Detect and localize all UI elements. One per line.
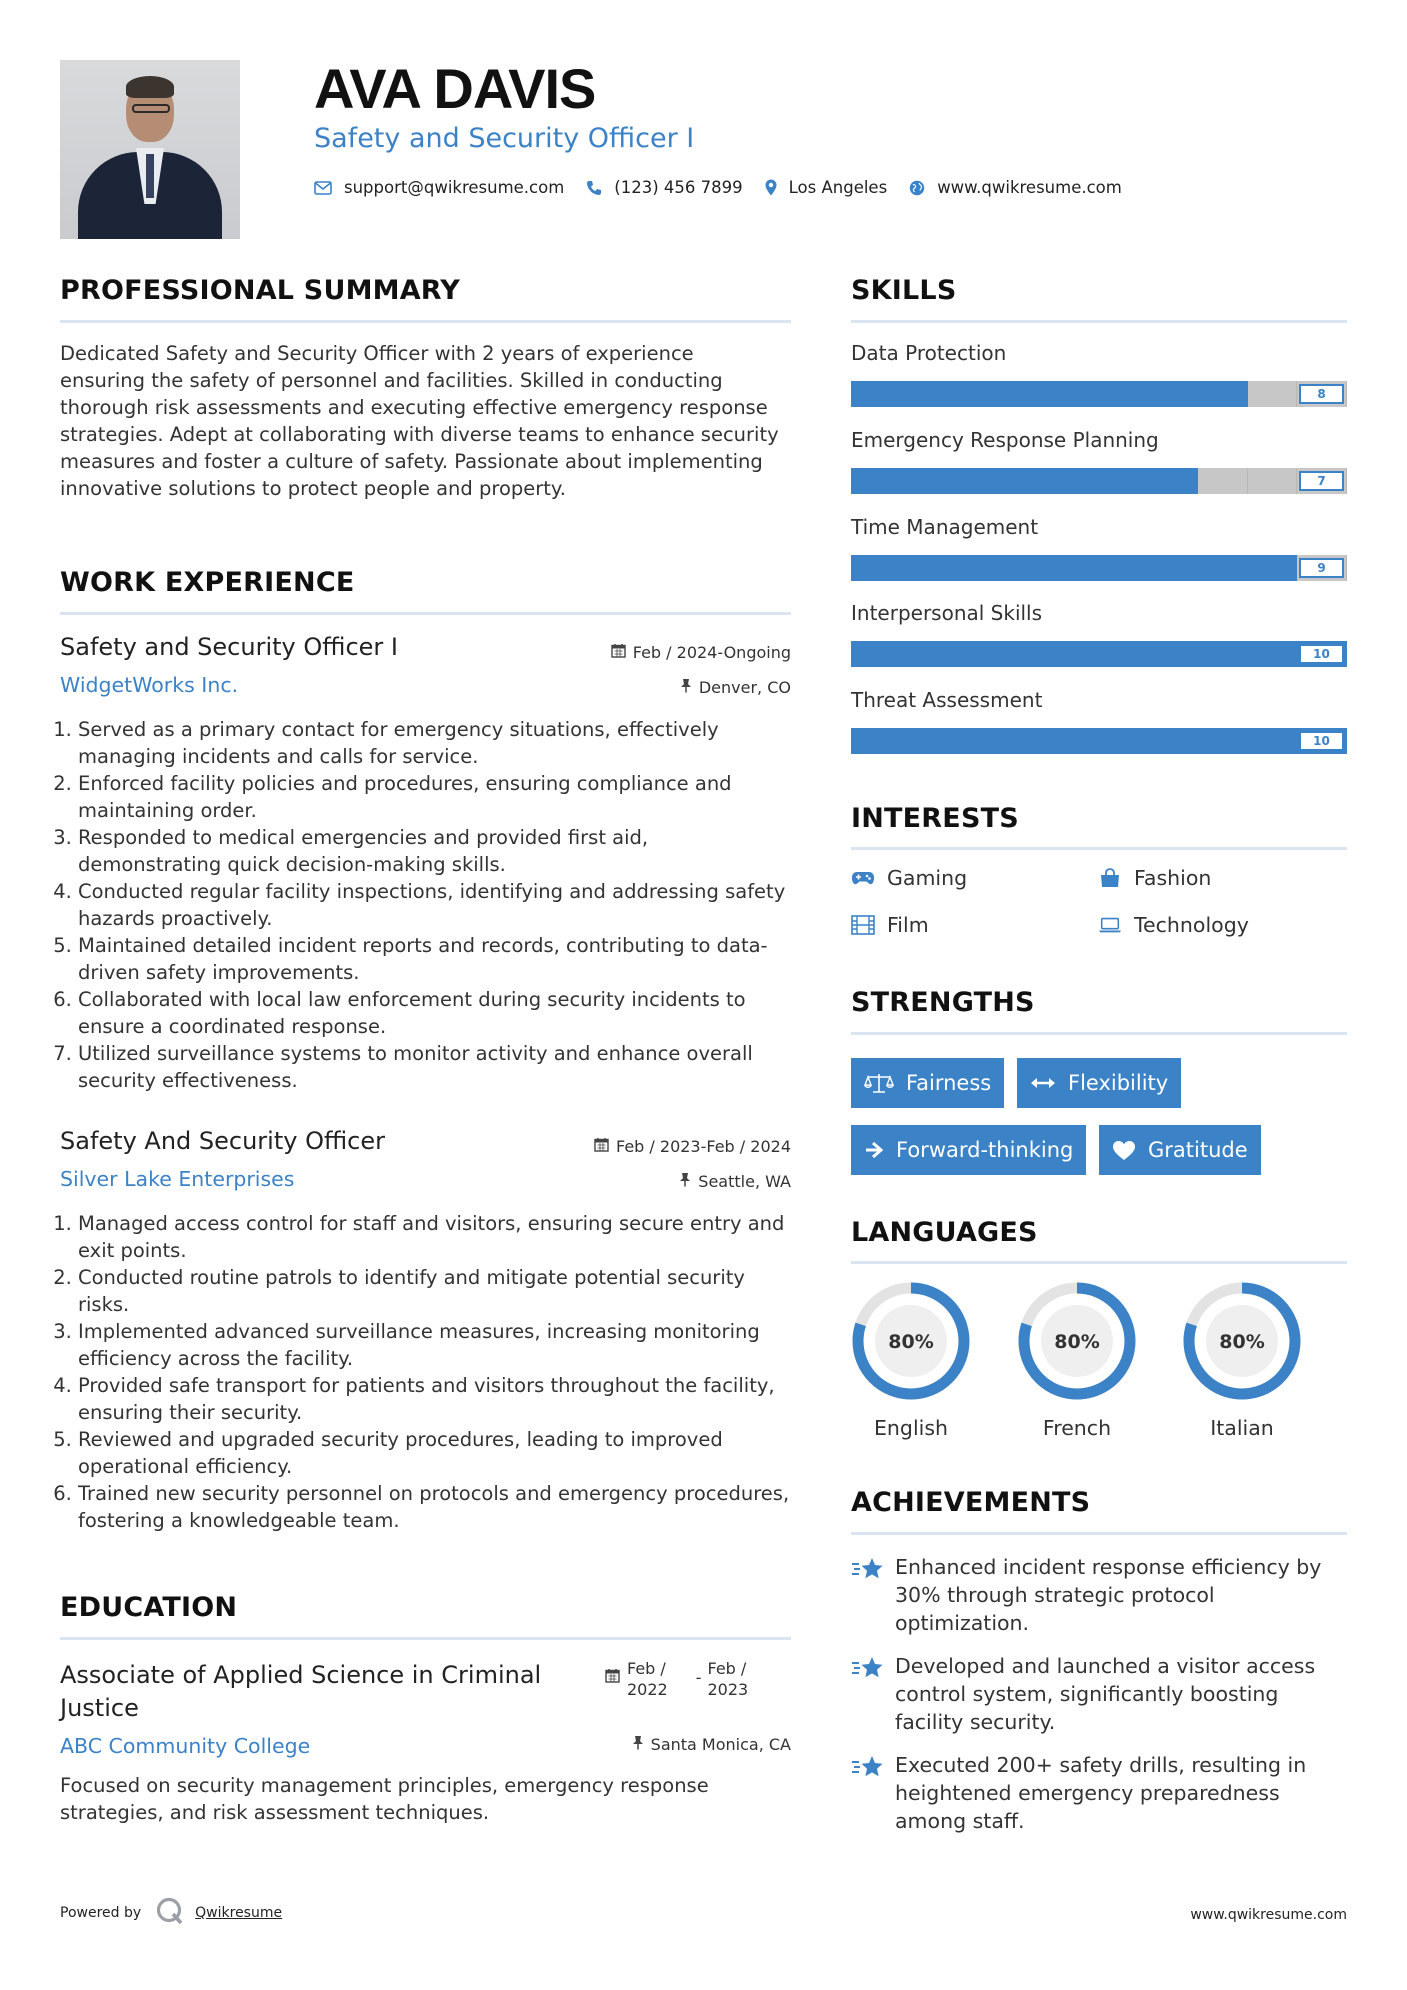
skill-bar-segment [950,555,1000,581]
skill-bar-segment [950,641,1000,667]
education-location [632,1735,791,1754]
skill-bar-segment [1149,468,1199,494]
degree-title: Associate of Applied Science in Criminal Justice [60,1661,542,1722]
language-percent: 80% [888,1331,934,1353]
contact-row [314,178,1144,197]
pushpin-icon [679,1172,691,1191]
skill-bar-segment [851,468,901,494]
job-company: Silver Lake Enterprises [60,1167,295,1191]
languages-divider [851,1261,1347,1264]
school-name: ABC Community College [60,1734,311,1758]
skill-bar-segment [1099,728,1149,754]
achievement-text: Developed and launched a visitor access control system, significantly boosting facility security. [895,1654,1316,1734]
education-end-month: Feb / [707,1659,747,1678]
strength-label: Forward-thinking [896,1138,1074,1162]
skill-score: 9 [1299,558,1344,578]
education-description: Focused on security management principles, emergency response strategies, and risk assessment techniques. [60,1774,709,1824]
job-dates-text: Feb / 2023-Feb / 2024 [616,1137,791,1156]
education-end-date [708,1658,749,1700]
summary-heading: PROFESSIONAL SUMMARY [60,275,461,306]
summary-text: Dedicated Safety and Security Officer with 2 years of experience ensuring the safety of personnel and facilities. Skilled in conducting thorough risk assessments and executing effective emergency response strategies. Adept at collaborating with diverse teams to enhance security measures and foster a culture of safety. Passionate about implementing innovative solutions to protect people and property. [60,342,779,500]
contact-location: Los Angeles [788,178,888,197]
education-end-year: 2023 [707,1680,749,1699]
skill-bar-segment [1198,641,1248,667]
arrows-horizontal-icon [1030,1076,1056,1090]
strength-chip-gratitude [1099,1125,1261,1175]
skill-bar-segment [950,381,1000,407]
list-item: 5. Reviewed and upgraded security procedures, leading to improved operational efficiency. [78,1426,795,1480]
brand-link[interactable]: Qwikresume [195,1905,283,1921]
skill-bar-segment [1198,728,1248,754]
job-dates [611,643,791,662]
skill-bar-segment [1000,468,1050,494]
strength-label: Fairness [906,1071,992,1095]
shooting-star-icon [851,1652,895,1736]
globe-icon [909,180,925,196]
job-location [679,1172,791,1191]
interest-fashion [1098,866,1211,890]
shooting-star-icon [851,1751,895,1835]
skill-bar-segment [1149,728,1199,754]
skill-bar-segment [1149,555,1199,581]
skill-bar-segment [901,728,951,754]
education-location-text: Santa Monica, CA [650,1735,791,1754]
skill-bar-segment [1000,728,1050,754]
pushpin-icon [680,678,692,697]
skill-bar [851,381,1347,407]
skill-bar-segment [1149,641,1199,667]
profile-photo [60,60,240,239]
language-name: Italian [1210,1416,1274,1440]
skills-divider [851,320,1347,323]
skill-bar-segment [851,555,901,581]
skill-name: Interpersonal Skills [851,601,1043,625]
strength-label: Flexibility [1068,1071,1169,1095]
contact-phone[interactable]: (123) 456 7899 [614,178,743,197]
skill-bar-segment [851,728,901,754]
education-heading: EDUCATION [60,1592,238,1623]
language-french [1016,1280,1138,1440]
achievements-divider [851,1532,1347,1535]
footer-url[interactable]: www.qwikresume.com [1190,1907,1347,1923]
education-date-separator: - [695,1668,702,1687]
job-responsibilities [60,716,795,1094]
skill-bar-segment [901,641,951,667]
candidate-name: AVA DAVIS [314,57,596,120]
list-item: 5. Maintained detailed incident reports and records, contributing to data-driven safety improvements. [78,932,795,986]
skill-bar-segment [1099,381,1149,407]
education-start-date [627,1658,668,1700]
skill-bar-segment [1049,555,1099,581]
strengths-heading: STRENGTHS [851,987,1035,1018]
skill-bar-segment [1248,381,1298,407]
skill-bar-segment [1198,468,1248,494]
skill-bar-segment [901,555,951,581]
skill-bar-segment [950,728,1000,754]
calendar-icon [611,643,626,662]
list-item: 3. Responded to medical emergencies and provided first aid, demonstrating quick decision-making skills. [78,824,795,878]
education-start-month: Feb / [627,1659,666,1678]
language-italian [1181,1280,1303,1440]
list-item: 2. Enforced facility policies and procedures, ensuring compliance and maintaining order. [78,770,795,824]
language-ring [1181,1280,1303,1402]
interests-divider [851,847,1347,850]
language-percent: 80% [1054,1331,1100,1353]
qwikresume-logo-icon [155,1896,185,1930]
skill-bar-segment [1248,468,1298,494]
language-ring [1016,1280,1138,1402]
map-pin-icon [765,179,777,196]
language-english [850,1280,972,1440]
list-item: 6. Trained new security personnel on protocols and emergency procedures, fostering a knowledgeable team. [78,1480,795,1534]
skill-bar [851,468,1347,494]
list-item: 7. Utilized surveillance systems to monitor activity and enhance overall security effectiveness. [78,1040,795,1094]
skill-name: Emergency Response Planning [851,428,1159,452]
skill-bar-segment [1049,468,1099,494]
strengths-divider [851,1032,1347,1035]
candidate-role: Safety and Security Officer I [314,123,695,154]
laptop-icon [1098,915,1122,935]
skill-bar-segment [901,468,951,494]
experience-divider [60,612,791,615]
skill-bar-segment [1000,381,1050,407]
skill-bar-segment [950,468,1000,494]
interest-label: Gaming [887,866,968,890]
strength-chip-forward-thinking [851,1125,1086,1175]
interests-heading: INTERESTS [851,803,1019,834]
interest-technology [1098,913,1249,937]
skill-name: Data Protection [851,341,1007,365]
achievement-item [851,1553,1331,1637]
skill-name: Time Management [851,515,1039,539]
education-start-year: 2022 [627,1680,668,1699]
pushpin-icon [632,1735,644,1754]
interest-label: Fashion [1134,866,1212,890]
skill-bar-segment [1099,641,1149,667]
skill-bar-segment [1000,555,1050,581]
gamepad-icon [851,868,875,888]
skill-bar-segment [1049,641,1099,667]
skill-bar-segment [901,381,951,407]
skill-bar-segment [1049,728,1099,754]
phone-icon [586,180,602,196]
language-percent: 80% [1219,1331,1265,1353]
skill-score: 7 [1299,471,1344,491]
skills-heading: SKILLS [851,275,957,306]
language-ring [850,1280,972,1402]
skill-score: 10 [1299,731,1344,751]
balance-scale-icon [864,1072,894,1094]
skill-bar-segment [1248,728,1298,754]
calendar-icon [594,1137,609,1156]
experience-heading: WORK EXPERIENCE [60,567,355,598]
skill-bar [851,728,1347,754]
film-icon [851,915,875,935]
skill-score: 10 [1299,644,1344,664]
footer-powered-by [60,1896,282,1930]
skill-bar-segment [1099,555,1149,581]
job-title: Safety And Security Officer [60,1127,385,1155]
envelope-icon [314,181,332,195]
skill-bar [851,641,1347,667]
job-location-text: Seattle, WA [698,1172,791,1191]
summary-divider [60,320,791,323]
achievements-heading: ACHIEVEMENTS [851,1487,1091,1518]
list-item: 4. Conducted regular facility inspections, identifying and addressing safety hazards proactively. [78,878,795,932]
heart-icon [1112,1140,1136,1161]
skill-bar-segment [851,641,901,667]
list-item: 2. Conducted routine patrols to identify and mitigate potential security risks. [78,1264,795,1318]
job-responsibilities [60,1210,795,1534]
job-company: WidgetWorks Inc. [60,673,239,697]
achievement-item [851,1652,1331,1736]
skill-bar [851,555,1347,581]
list-item: 1. Managed access control for staff and visitors, ensuring secure entry and exit points. [78,1210,795,1264]
interest-label: Film [887,913,929,937]
languages-heading: LANGUAGES [851,1217,1038,1248]
shooting-star-icon [851,1553,895,1637]
skill-bar-segment [1099,468,1149,494]
skill-bar-segment [1198,381,1248,407]
skill-name: Threat Assessment [851,688,1043,712]
interest-label: Technology [1134,913,1249,937]
language-name: French [1042,1416,1112,1440]
interest-gaming [851,866,967,890]
strength-chip-flexibility [1017,1058,1181,1108]
language-name: English [873,1416,949,1440]
powered-by-label: Powered by [60,1905,142,1921]
list-item: 1. Served as a primary contact for emergency situations, effectively managing incidents and calls for service. [78,716,795,770]
achievement-item [851,1751,1331,1835]
contact-website[interactable]: www.qwikresume.com [937,178,1122,197]
job-title: Safety and Security Officer I [60,633,398,661]
skill-bar-segment [1149,381,1199,407]
calendar-icon [605,1668,620,1687]
job-dates-text: Feb / 2024-Ongoing [632,643,791,662]
contact-email[interactable]: support@qwikresume.com [344,178,565,197]
achievement-text: Enhanced incident response efficiency by 30% through strategic protocol optimization. [895,1555,1322,1635]
interest-film [851,913,929,937]
list-item: 4. Provided safe transport for patients and visitors throughout the facility, ensuring their security. [78,1372,795,1426]
arrow-right-icon [864,1141,884,1159]
achievement-text: Executed 200+ safety drills, resulting in heightened emergency preparedness among staff. [895,1753,1307,1833]
job-dates [594,1137,791,1156]
strength-chip-fairness [851,1058,1004,1108]
job-location [680,678,791,697]
skill-bar-segment [1248,555,1298,581]
skill-bar-segment [1049,381,1099,407]
skill-bar-segment [1000,641,1050,667]
education-divider [60,1637,791,1640]
skill-bar-segment [1198,555,1248,581]
list-item: 6. Collaborated with local law enforcement during security incidents to ensure a coordinated response. [78,986,795,1040]
list-item: 3. Implemented advanced surveillance measures, increasing monitoring efficiency across the facility. [78,1318,795,1372]
skill-bar-segment [851,381,901,407]
education-dates [605,1658,748,1700]
strength-label: Gratitude [1148,1138,1248,1162]
shopping-bag-icon [1098,868,1122,888]
skill-bar-segment [1248,641,1298,667]
skill-score: 8 [1299,384,1344,404]
job-location-text: Denver, CO [698,678,791,697]
